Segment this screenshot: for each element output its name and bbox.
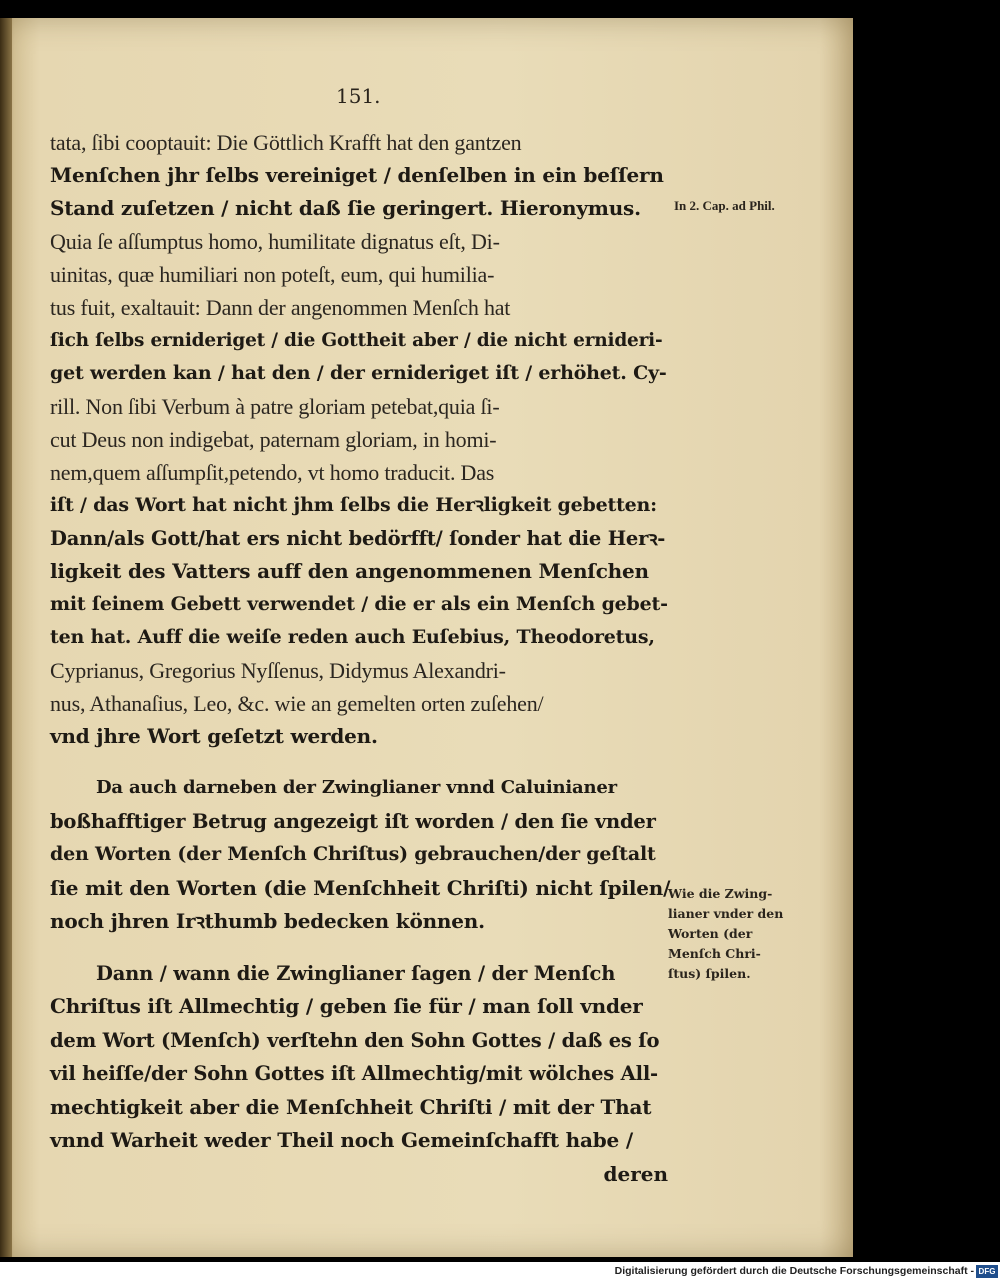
text-line: cut Deus non indigebat, paternam gloriam, in homi- — [50, 427, 497, 452]
text-line: ten hat. Auff die weiſe reden auch Euſebius, Theodoretus, — [50, 626, 655, 648]
text-line: ligkeit des Vatters auff den angenommenen Menſchen — [50, 559, 649, 583]
marginal-note-line: ſtus) ſpilen. — [668, 966, 751, 981]
text-line: ſie mit den Worten (die Menſchheit Chriſti) nicht ſpilen/ — [50, 875, 671, 900]
text-line: vnnd Warheit weder Theil noch Gemeinſchafft habe / — [50, 1128, 633, 1152]
text-line: den Worten (der Menſch Chriſtus) gebrauchen/der geſtalt — [50, 843, 656, 865]
page-binding-edge — [0, 18, 12, 1257]
text-line: Quia ſe aſſumptus homo, humilitate dignatus eſt, Di- — [50, 229, 500, 254]
text-line: nem,quem aſſumpſit,petendo, vt homo traducit. Das — [50, 460, 495, 485]
text-line: Chriſtus iſt Allmechtig / geben ſie für / man ſoll vnder — [50, 994, 643, 1018]
text-line: tata, ſibi cooptauit: Die Göttlich Krafft hat den gantzen — [50, 130, 522, 155]
dfg-logo-icon: DFG — [976, 1265, 998, 1278]
main-text-block — [50, 126, 670, 1191]
marginal-note-line: Menſch Chri- — [668, 946, 761, 961]
text-line: tus fuit, exaltauit: Dann der angenommen Menſch hat — [50, 295, 511, 320]
text-line: ſich ſelbs ernideriget / die Gottheit aber / die nicht ernideri- — [50, 330, 663, 351]
text-line: Stand zuſetzen / nicht daß ſie geringert. Hieronymus. — [50, 196, 641, 220]
text-line: noch jhren Irꝛthumb bedecken können. — [50, 909, 485, 933]
funding-notice: Digitalisierung gefördert durch die Deutsche Forschungsgemeinschaft - — [614, 1265, 974, 1277]
marginal-note-reference: In 2. Cap. ad Phil. — [674, 198, 775, 213]
text-line: Da auch darneben der Zwinglianer vnnd Caluinianer — [96, 777, 617, 798]
paragraph-1 — [50, 126, 670, 753]
text-line: Dann / wann die Zwinglianer ſagen / der Menſch — [96, 961, 616, 985]
marginal-note-line: Wie die Zwing- — [668, 886, 773, 901]
text-line: Menſchen jhr ſelbs vereiniget / denſelben in ein beſſern — [50, 163, 664, 187]
text-line: iſt / das Wort hat nicht jhm ſelbs die Herꝛligkeit gebetten: — [50, 494, 657, 516]
text-line: Dann/als Gott/hat ers nicht bedörfft/ ſonder hat die Herꝛ- — [50, 527, 666, 550]
text-line: vil heiſſe/der Sohn Gottes iſt Allmechtig/mit wölches All- — [50, 1062, 658, 1085]
paragraph-2 — [50, 771, 670, 939]
text-line: uinitas, quæ humiliari non poteſt, eum, qui humilia- — [50, 262, 495, 287]
text-line: dem Wort (Menſch) verſtehn den Sohn Gottes / daß es ſo — [50, 1028, 660, 1052]
text-line: boßhafftiger Betrug angezeigt iſt worden / den ſie vnder — [50, 809, 656, 833]
text-line: Cyprianus, Gregorius Nyſſenus, Didymus Alexandri- — [50, 658, 506, 683]
text-line: rill. Non ſibi Verbum à patre gloriam petebat,quia ſi- — [50, 394, 500, 419]
page-number: 151. — [336, 84, 381, 108]
text-line: vnd jhre Wort geſetzt werden. — [50, 724, 378, 748]
catchword: deren — [603, 1161, 668, 1186]
marginal-note-line: lianer vnder den — [668, 906, 784, 921]
marginal-note-line: Worten (der — [668, 926, 753, 941]
text-line: get werden kan / hat den / der ernideriget iſt / erhöhet. Cy- — [50, 362, 667, 384]
paragraph-3 — [50, 957, 670, 1191]
text-line: nus, Athanaſius, Leo, &c. wie an gemelten orten zuſehen/ — [50, 691, 544, 716]
text-line: mit ſeinem Gebett verwendet / die er als ein Menſch gebet- — [50, 593, 668, 615]
marginal-note-zwinglianer — [668, 884, 818, 984]
text-line: mechtigkeit aber die Menſchheit Chriſti / mit der That — [50, 1094, 652, 1119]
